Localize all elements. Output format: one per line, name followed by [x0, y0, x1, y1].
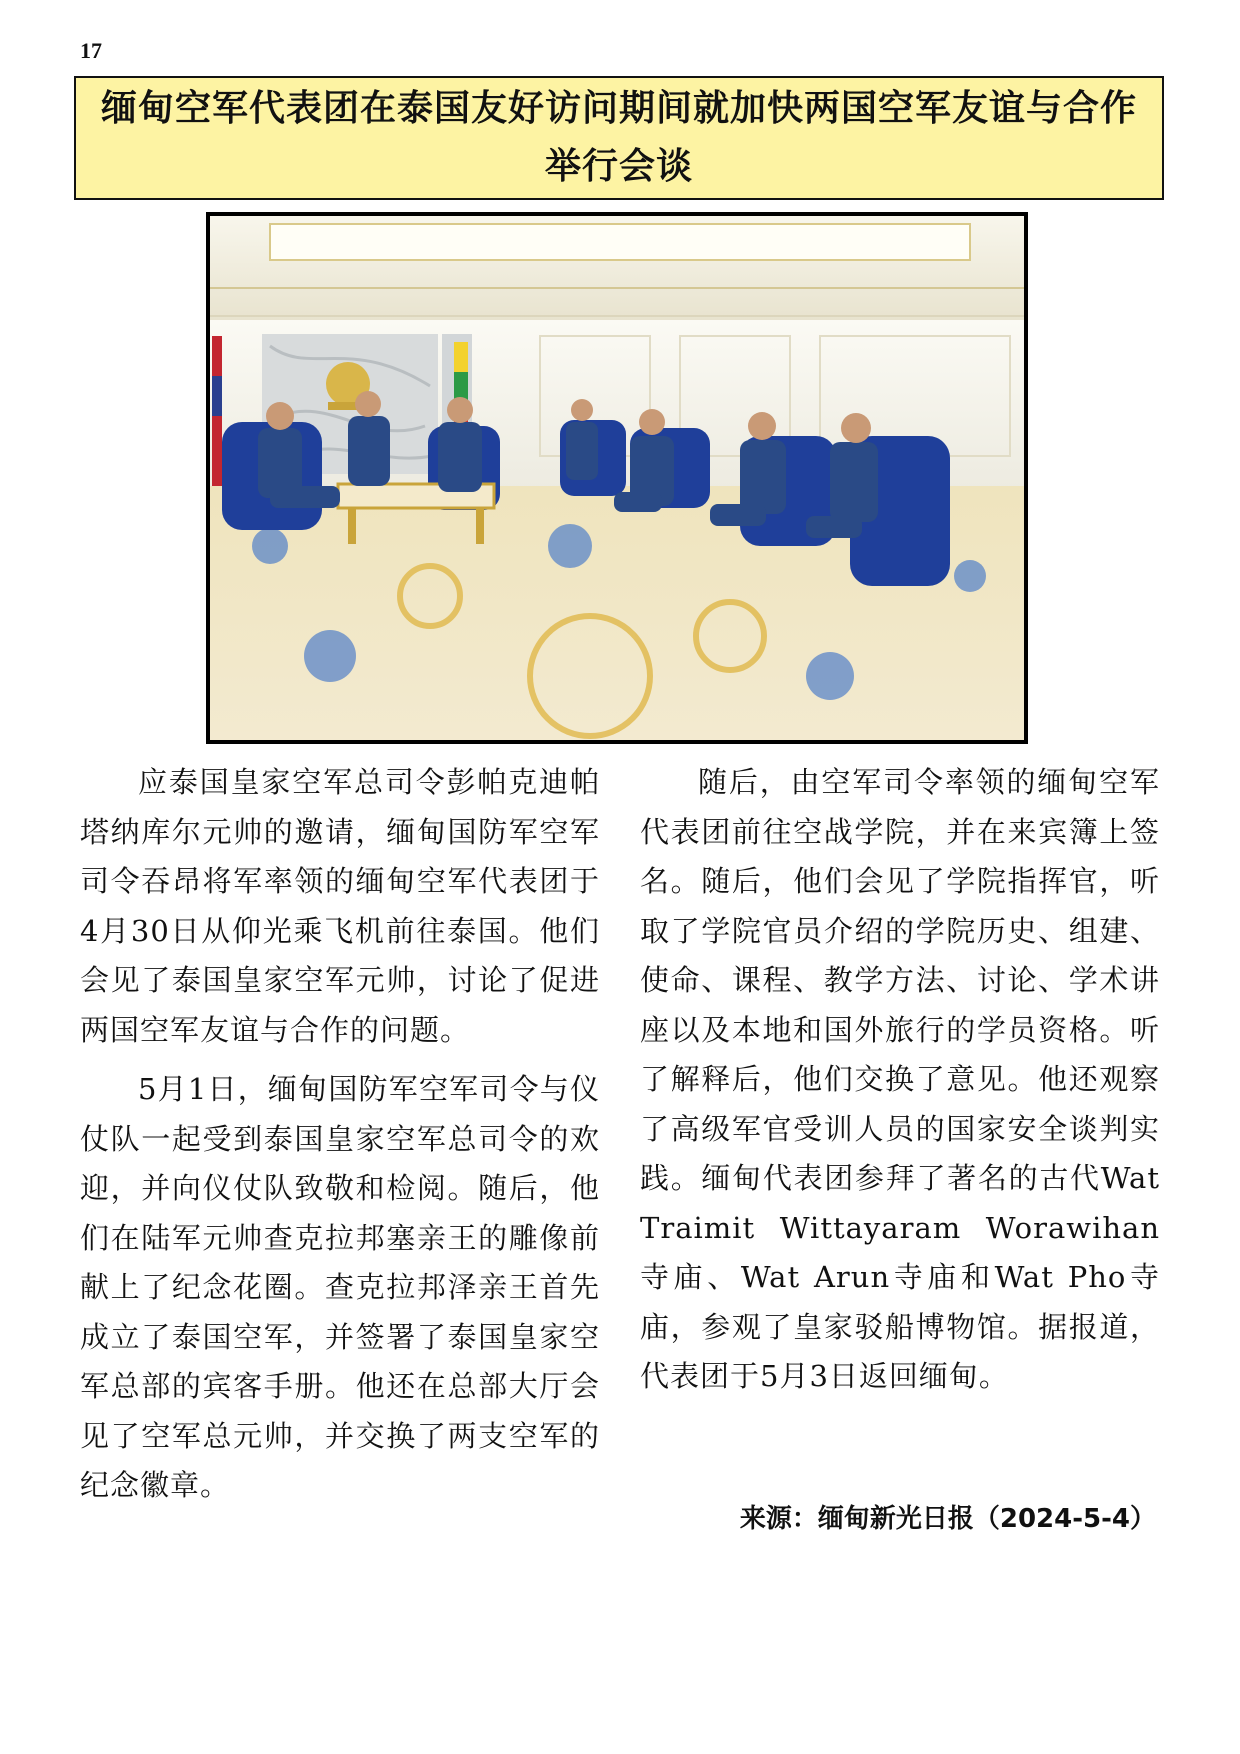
right-column — [640, 758, 1160, 1402]
left-column — [80, 758, 600, 1511]
source-citation: 来源：缅甸新光日报（2024-5-4） — [739, 1504, 1156, 1534]
paragraph: 应泰国皇家空军总司令彭帕克迪帕塔纳库尔元帅的邀请，缅甸国防军空军司令吞昂将军率领的缅甸空军代表团于4月30日从仰光乘飞机前往泰国。他们会见了泰国皇家空军元帅，讨论了促进两国空军友谊与合作的问题。 — [80, 765, 600, 1047]
paragraph: 5月1日，缅甸国防军空军司令与仪仗队一起受到泰国皇家空军总司令的欢迎，并向仪仗队致敬和检阅。随后，他们在陆军元帅查克拉邦塞亲王的雕像前献上了纪念花圈。查克拉邦泽亲王首先成立了泰国空军，并签署了泰国皇家空军总部的宾客手册。他还在总部大厅会见了空军总元帅，并交换了两支空军的纪念徽章。 — [80, 1072, 600, 1502]
paragraph: 随后，由空军司令率领的缅甸空军代表团前往空战学院，并在来宾簿上签名。随后，他们会见了学院指挥官，听取了学院官员介绍的学院历史、组建、使命、课程、教学方法、讨论、学术讲座以及本地和国外旅行的学员资格。听了解释后，他们交换了意见。他还观察了高级军官受训人员的国家安全谈判实践。缅甸代表团参拜了著名的古代Wat Traimit Wittayaram Worawihan寺庙、Wat Arun寺庙和Wat Pho寺庙，参观了皇家驳船博物馆。据报道，代表团于5月3日返回缅甸。 — [640, 765, 1160, 1393]
meeting-photo — [206, 212, 1028, 744]
meeting-photo-icon — [210, 216, 1024, 740]
page-number: 17 — [80, 38, 102, 63]
article-title: 缅甸空军代表团在泰国友好访问期间就加快两国空军友谊与合作举行会谈 — [100, 88, 1137, 187]
title-box — [74, 76, 1164, 200]
